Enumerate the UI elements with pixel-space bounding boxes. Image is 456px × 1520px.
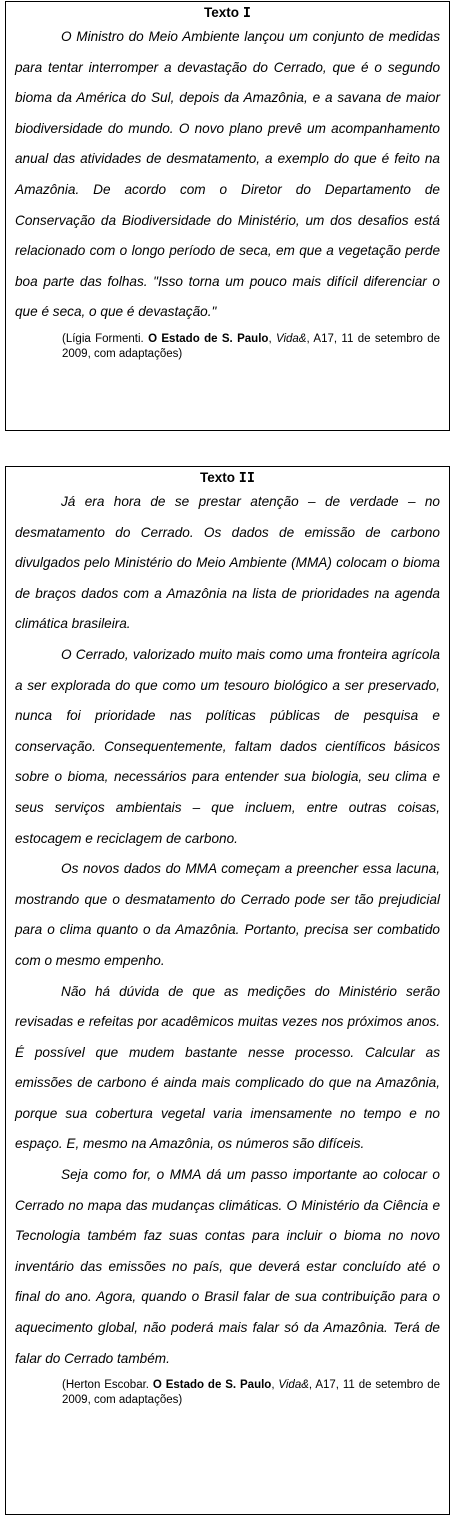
source-newspaper: O Estado de S. Paulo — [152, 1379, 272, 1392]
source-section: Vida& — [278, 1379, 309, 1392]
texto-2-source — [6, 1378, 449, 1408]
texto-2-box — [5, 466, 450, 1515]
source-section: Vida& — [276, 332, 307, 345]
source-details: , A17, 11 de setembro de 2009, com adaptações) — [62, 1379, 441, 1407]
source-separator: , — [271, 1379, 279, 1392]
texto-1-source — [6, 332, 449, 362]
texto-1-box — [5, 1, 450, 431]
paragraph: Os novos dados do MMA começam a preencher essa lacuna, mostrando que o desmatamento do Cerrado pode ser tão prejudicial para o clima quanto o da Amazônia. Portanto, precisa ser combatido com o mesmo empenho. — [15, 861, 440, 968]
title-number: II — [238, 470, 256, 486]
texto-2-title — [6, 469, 449, 487]
source-author: (Lígia Formenti. — [62, 332, 149, 345]
paragraph: Seja como for, o MMA dá um passo importante ao colocar o Cerrado no mapa das mudanças climáticas. O Ministério da Ciência e Tecnologia também faz suas contas para incluir o bioma no novo inventário das emissões no país, que deverá estar concluído até o final do ano. Agora, quando o Brasil falar de sua contribuição para o aquecimento global, não poderá mais falar só da Amazônia. Terá de falar do Cerrado também. — [15, 1167, 440, 1366]
title-number: I — [242, 5, 251, 21]
paragraph: Já era hora de se prestar atenção – de verdade – no desmatamento do Cerrado. Os dados de emissão de carbono divulgados pelo Ministério do Meio Ambiente (MMA) colocam o bioma de braços dados com a Amazônia na lista de prioridades na agenda climática brasileira. — [15, 494, 440, 632]
source-separator: , — [268, 332, 276, 345]
source-newspaper: O Estado de S. Paulo — [148, 332, 269, 345]
texto-1-body — [6, 22, 449, 328]
source-details: , A17, 11 de setembro de 2009, com adaptações) — [62, 332, 440, 360]
title-word: Texto — [204, 5, 243, 20]
texto-2-body — [6, 487, 449, 1374]
source-author: (Herton Escobar. — [62, 1379, 153, 1392]
title-word: Texto — [199, 470, 239, 485]
paragraph: Não há dúvida de que as medições do Ministério serão revisadas e refeitas por acadêmicos muitas vezes nos próximos anos. É possível que mudem bastante nesse processo. Calcular as emissões de carbono é ainda mais complicado do que na Amazônia, porque sua cobertura vegetal varia imensamente no tempo e no espaço. E, mesmo na Amazônia, os números são difíceis. — [15, 983, 440, 1152]
texto-1-title — [6, 4, 449, 22]
paragraph: O Ministro do Meio Ambiente lançou um conjunto de medidas para tentar interromper a devastação do Cerrado, que é o segundo bioma da América do Sul, depois da Amazônia, e a savana de maior biodiversidade do mundo. O novo plano prevê um acompanhamento anual das atividades de desmatamento, a exemplo do que é feito na Amazônia. De acordo com o Diretor do Departamento de Conservação da Biodiversidade do Ministério, um dos desafios está relacionado com o longo período de seca, em que a vegetação perde boa parte das folhas. "Isso torna um pouco mais difícil diferenciar o que é seca, o que é devastação." — [15, 29, 440, 320]
paragraph: O Cerrado, valorizado muito mais como uma fronteira agrícola a ser explorada do que como um tesouro biológico a ser preservado, nunca foi prioridade nas políticas públicas de pesquisa e conservação. Consequentemente, faltam dados científicos básicos sobre o bioma, necessários para entender sua biologia, seu clima e seus serviços ambientais – que incluem, entre outras coisas, estocagem e reciclagem de carbono. — [15, 646, 440, 846]
